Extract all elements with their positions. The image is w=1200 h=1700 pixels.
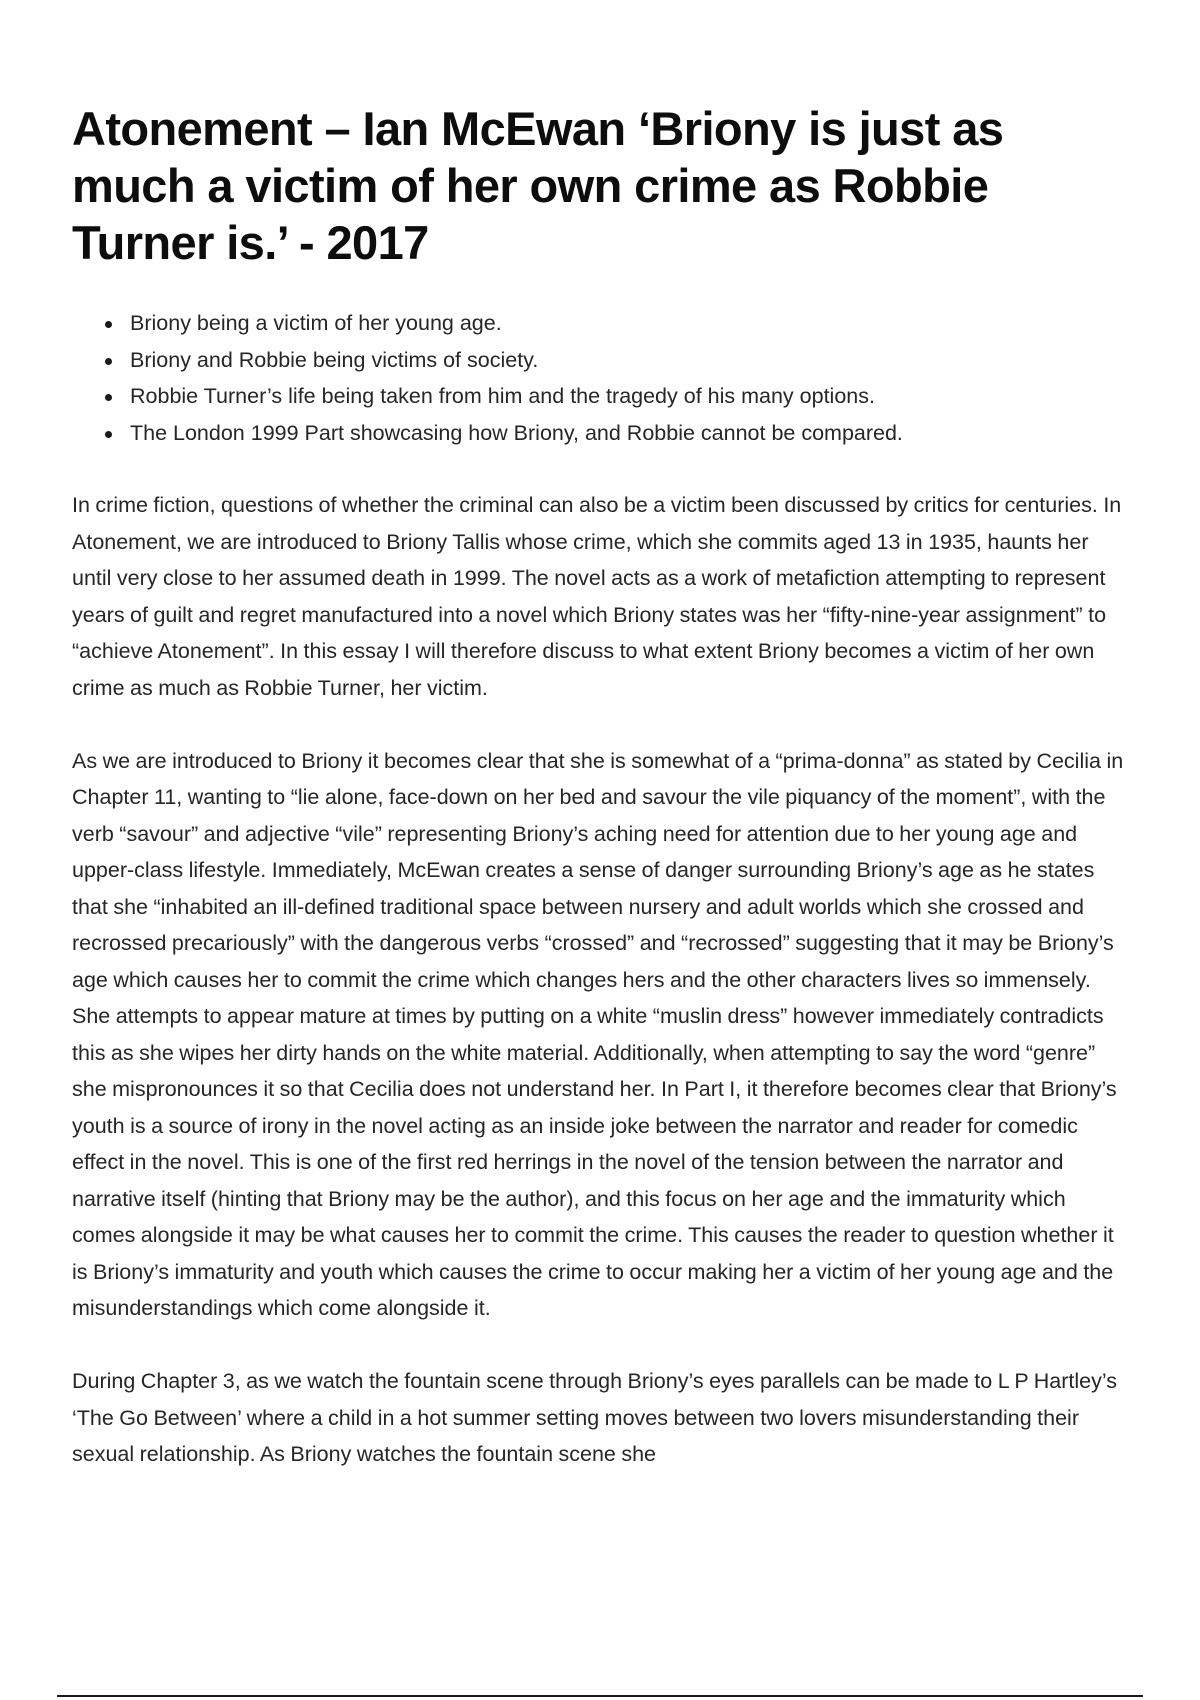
summary-list-item (130, 415, 1128, 452)
bullet-dot-icon (105, 431, 112, 438)
document-title: Atonement – Ian McEwan ‘Briony is just as much a victim of her own crime as Robbie Turner is.’ - 2017 (72, 102, 1004, 269)
summary-point-text: Briony and Robbie being victims of society. (130, 347, 539, 372)
summary-list-item (130, 378, 1128, 415)
page-bottom-divider (57, 1695, 1143, 1697)
summary-list-item (130, 305, 1128, 342)
summary-list (72, 305, 1128, 451)
bullet-dot-icon (105, 394, 112, 401)
bullet-dot-icon (105, 321, 112, 328)
bullet-dot-icon (105, 358, 112, 365)
body-paragraph-briony-age: As we are introduced to Briony it becomes clear that she is somewhat of a “prima-donna” as stated by Cecilia in Chapter 11, wanting to “lie alone, face-down on her bed and savour the vile piquancy of the moment”, with the verb “savour” and adjective “vile” representing Briony’s aching need for attention due to her young age and upper-class lifestyle. Immediately, McEwan creates a sense of danger surrounding Briony’s age as he states that she “inhabited an ill-defined traditional space between nursery and adult worlds which she crossed and recrossed precariously” with the dangerous verbs “crossed” and “recrossed” suggesting that it may be Briony’s age which causes her to commit the crime which changes hers and the other characters lives so immensely. She attempts to appear mature at times by putting on a white “muslin dress” however immediately contradicts this as she wipes her dirty hands on the white material. Additionally, when attempting to say the word “genre” she mispronounces it so that Cecilia does not understand her. In Part I, it therefore becomes clear that Briony’s youth is a source of irony in the novel acting as an inside joke between the narrator and reader for comedic effect in the novel. This is one of the first red herrings in the novel of the tension between the narrator and narrative itself (hinting that Briony may be the author), and this focus on her age and the immaturity which comes alongside it may be what causes her to commit the crime. This causes the reader to question whether it is Briony’s immaturity and youth which causes the crime to occur making her a victim of her young age and the misunderstandings which come alongside it. (72, 748, 1124, 1320)
summary-point-text: Robbie Turner’s life being taken from him and the tragedy of his many options. (130, 384, 875, 408)
summary-point-text: The London 1999 Part showcasing how Briony, and Robbie cannot be compared. (130, 420, 903, 445)
document-page (72, 100, 1128, 1509)
summary-list-item (130, 342, 1128, 379)
summary-point-text: Briony being a victim of her young age. (130, 311, 502, 335)
body-paragraph-fountain-scene: During Chapter 3, as we watch the fountain scene through Briony’s eyes parallels can be made to L P Hartley’s ‘The Go Between’ where a child in a hot summer setting moves between two lovers misunderstanding their sexual relationship. As Briony watches the fountain scene she (72, 1369, 1117, 1466)
body-paragraph-introduction: In crime fiction, questions of whether the criminal can also be a victim been discussed by critics for centuries. In Atonement, we are introduced to Briony Tallis whose crime, which she commits aged 13 in 1935, haunts her until very close to her assumed death in 1999. The novel acts as a work of metafiction attempting to represent years of guilt and regret manufactured into a novel which Briony states was her “fifty-nine-year assignment” to “achieve Atonement”. In this essay I will therefore discuss to what extent Briony becomes a victim of her own crime as much as Robbie Turner, her victim. (72, 493, 1122, 700)
